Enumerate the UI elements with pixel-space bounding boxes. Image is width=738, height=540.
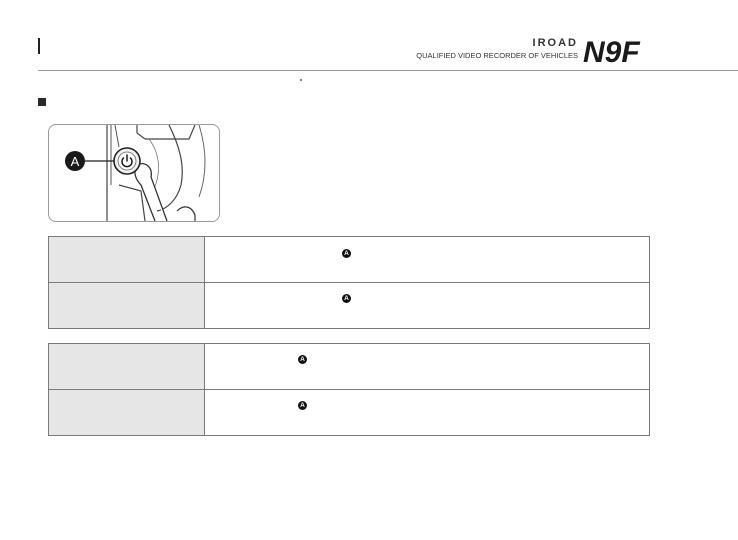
table-row: [49, 344, 650, 390]
svg-text:N9F: N9F: [583, 36, 640, 66]
action-description-cell: [205, 390, 650, 436]
stray-dot: [300, 79, 302, 81]
action-label-cell: [49, 344, 205, 390]
button-a-badge: A: [298, 401, 307, 410]
table-row: [49, 390, 650, 436]
table-row: [49, 283, 650, 329]
power-button-figure: [48, 124, 220, 222]
section-square-icon: [38, 98, 46, 106]
button-a-badge: A: [342, 249, 351, 258]
action-label-cell: [49, 237, 205, 283]
button-a-badge: A: [298, 355, 307, 364]
header-vertical-bar: [38, 38, 40, 54]
action-description-cell: [205, 237, 650, 283]
model-logo: [583, 36, 698, 66]
button-a-badge: A: [342, 294, 351, 303]
svg-text:A: A: [70, 154, 80, 169]
table-row: [49, 237, 650, 283]
brand-tagline: QUALIFIED VIDEO RECORDER OF VEHICLES: [416, 51, 578, 60]
header-divider: [38, 70, 738, 71]
action-label-cell: [49, 283, 205, 329]
action-description-cell: [205, 283, 650, 329]
action-label-cell: [49, 390, 205, 436]
action-description-cell: [205, 344, 650, 390]
control-table-2: [48, 343, 650, 436]
brand-name-small: IROAD: [532, 37, 578, 49]
control-table-1: [48, 236, 650, 329]
brand-logo: [416, 36, 698, 71]
device-illustration: [49, 125, 219, 221]
